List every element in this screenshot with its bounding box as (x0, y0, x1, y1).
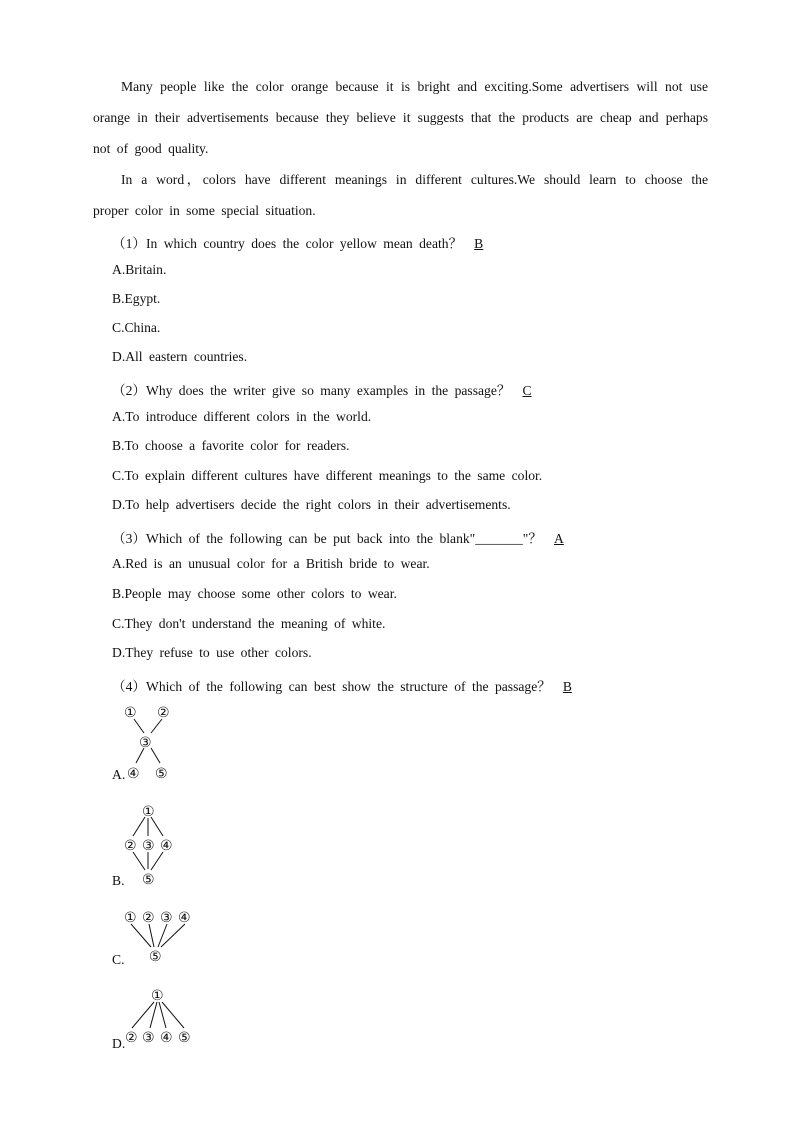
question-3-option-c: C.They don't understand the meaning of white. (112, 616, 386, 631)
diagram-c-edge (131, 924, 151, 947)
question-1-text: （1）In which country does the color yellow mean death？ (112, 236, 463, 251)
question-1-answer: B (474, 236, 484, 251)
passage-paragraph-1 (93, 71, 708, 164)
diagram-d-node-3: ③ (142, 1030, 155, 1046)
question-1-option-b: B.Egypt. (112, 291, 161, 306)
question-2-text: （2）Why does the writer give so many examples in the passage？ (112, 383, 511, 398)
question-2-answer: C (522, 383, 532, 398)
question-1-stem (112, 232, 487, 252)
diagram-a-node-2: ② (157, 705, 170, 721)
diagram-b (118, 800, 188, 890)
diagram-c-node-3: ③ (160, 910, 173, 926)
question-2-stem (112, 379, 536, 399)
diagram-a-label: A. (112, 767, 126, 782)
question-3-option-a: A.Red is an unusual color for a British bride to wear. (112, 556, 430, 571)
question-3-option-d: D.They refuse to use other colors. (112, 645, 312, 660)
diagram-d-node-2: ② (125, 1030, 138, 1046)
diagram-c-node-5: ⑤ (149, 949, 162, 965)
diagram-d-node-4: ④ (160, 1030, 173, 1046)
diagram-b-node-4: ④ (160, 838, 173, 854)
diagram-c (118, 905, 208, 970)
diagram-b-node-2: ② (124, 838, 137, 854)
question-1-option-a: A.Britain. (112, 262, 167, 277)
question-2-option-d: D.To help advertisers decide the right colors in their advertisements. (112, 497, 511, 512)
question-2-option-c: C.To explain different cultures have different meanings to the same color. (112, 468, 543, 483)
question-2-option-b: B.To choose a favorite color for readers. (112, 438, 350, 453)
diagram-b-edge (133, 852, 145, 870)
diagram-d-node-5: ⑤ (178, 1030, 191, 1046)
diagram-d-node-1: ① (151, 988, 164, 1004)
question-4-stem (112, 675, 576, 695)
diagram-a-node-5: ⑤ (155, 766, 168, 782)
diagram-c-edge (158, 924, 167, 947)
diagram-c-edge (149, 924, 154, 947)
diagram-a-node-3: ③ (139, 735, 152, 751)
diagram-a-node-4: ④ (127, 766, 140, 782)
question-4-answer: B (562, 679, 572, 694)
question-3-option-b: B.People may choose some other colors to wear. (112, 586, 397, 601)
passage-paragraph-1-text: Many people like the color orange because it is bright and exciting.Some advertisers will not use orange in their advertisements because they believe it suggests that the products are cheap and perhaps not of good quality. (93, 79, 708, 156)
diagram-a-node-1: ① (124, 705, 137, 721)
diagram-c-node-1: ① (124, 910, 137, 926)
question-4-text: （4）Which of the following can best show the structure of the passage？ (112, 679, 551, 694)
diagram-d (124, 985, 204, 1050)
question-3-text: （3）Which of the following can be put back into the blank"_______"？ (112, 531, 542, 546)
question-2-option-a: A.To introduce different colors in the world. (112, 409, 372, 424)
question-3-stem (112, 527, 568, 547)
diagram-b-node-5: ⑤ (142, 872, 155, 888)
diagram-b-label: B. (112, 873, 125, 888)
diagram-a-edge (134, 719, 144, 733)
question-3-answer: A (553, 531, 564, 546)
diagram-c-label: C. (112, 952, 125, 967)
question-1-option-d: D.All eastern countries. (112, 349, 248, 364)
diagram-c-node-4: ④ (178, 910, 191, 926)
diagram-b-edge (151, 852, 163, 870)
question-1-option-c: C.China. (112, 320, 161, 335)
passage-paragraph-2-text: In a word，colors have different meanings in different cultures.We should learn to choose the proper color in some special situation. (93, 172, 708, 218)
diagram-a (118, 700, 188, 785)
diagram-c-node-2: ② (142, 910, 155, 926)
diagram-d-label: D. (112, 1036, 126, 1051)
diagram-a-edge (151, 748, 160, 763)
diagram-b-node-1: ① (142, 804, 155, 820)
passage-paragraph-2 (93, 164, 708, 226)
diagram-c-edge (161, 924, 185, 947)
diagram-a-edge (151, 719, 162, 733)
diagram-b-node-3: ③ (142, 838, 155, 854)
